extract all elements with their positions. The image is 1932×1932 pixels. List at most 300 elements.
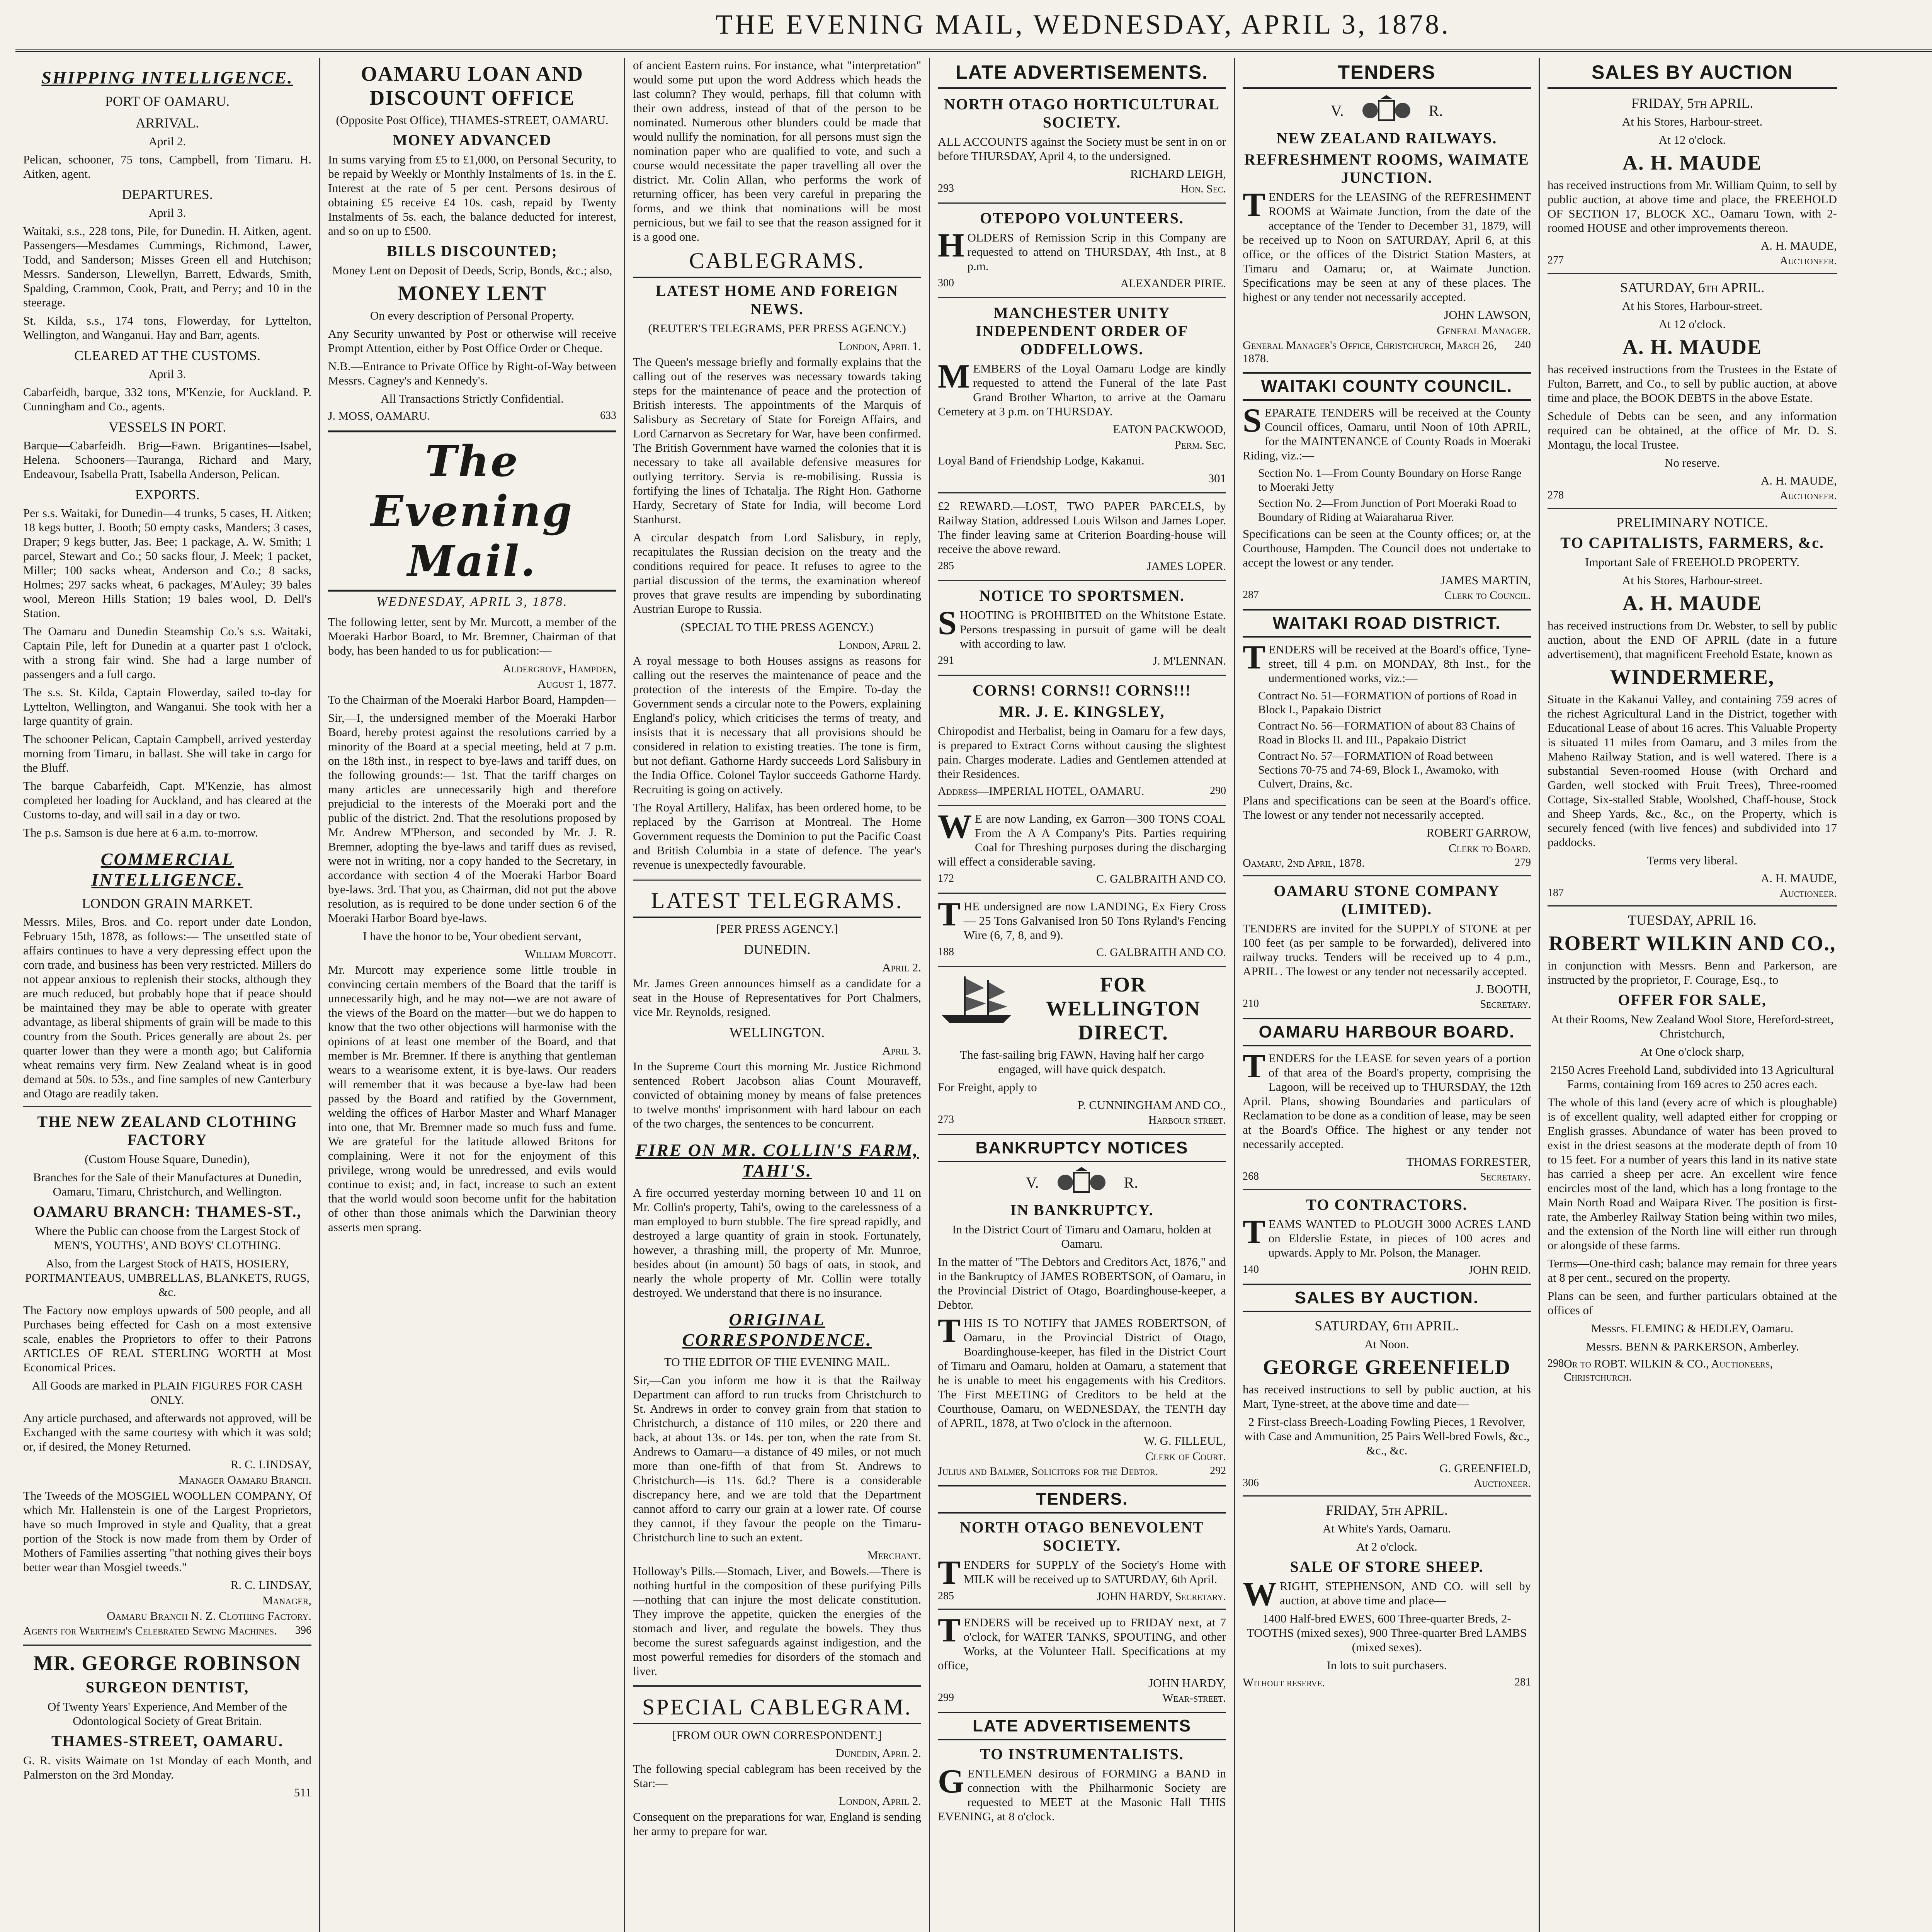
road-footer xyxy=(1243,857,1531,870)
hort-text: ALL ACCOUNTS against the Society must be sent in on or before THURSDAY, April 4, to the undersigned. xyxy=(938,135,1226,163)
corns-address: Address—IMPERIAL HOTEL, OAMARU. xyxy=(938,785,1145,798)
refresh-office: General Manager's Office, Christchurch, March 26, 1878. xyxy=(1243,339,1497,365)
prelim-heading: PRELIMINARY NOTICE. xyxy=(1616,515,1768,530)
divider xyxy=(938,966,1226,967)
ad-number: 188 xyxy=(938,946,954,958)
railways-title: NEW ZEALAND RAILWAYS. xyxy=(1276,129,1497,147)
loan-ad xyxy=(328,62,616,423)
road-spec: Plans and specifications can be seen at the Board's office. The lowest or any tender not necessarily accepted. xyxy=(1243,794,1531,821)
special-cablegram-london: London, April 2. xyxy=(838,1794,921,1808)
crest xyxy=(938,1167,1226,1198)
late-ads-heading-2: LATE ADVERTISEMENTS xyxy=(938,1712,1226,1740)
sportsmen-title: NOTICE TO SPORTSMEN. xyxy=(979,587,1185,604)
road-contract-3: Contract No. 57—FORMATION of Road between Sections 70-75 and 74-69, Block I., Awamoko, with Culvert, Drains, &c. xyxy=(1258,750,1499,790)
waitaki-section-1: Section No. 1—From County Boundary on Horse Range to Moeraki Jetty xyxy=(1258,467,1522,493)
ad-number: 293 xyxy=(938,182,954,194)
divider xyxy=(938,492,1226,493)
column-shipping xyxy=(15,58,320,1932)
corns-ad xyxy=(938,681,1226,798)
sheep-reserve: Without reserve. xyxy=(1243,1676,1325,1689)
tenders-heading: TENDERS xyxy=(1243,58,1531,89)
clothing-factory: The Factory now employs upwards of 500 people, and all Purchases being effected for Cash on a most extensive scale, enables the Proprietors to offer to their Patrons ARTICLES OF REAL STERLING WORTH at Most Economical Prices. xyxy=(23,1303,311,1374)
ad-number: 292 xyxy=(1210,1465,1226,1477)
maude3-title: A. H. MAUDE xyxy=(1622,592,1762,615)
wilkin-body: The whole of this land (every acre of which is ploughable) is of excellent quality, well adapted either for cropping or English grasses. Abundance of water has been proved to exist in the driest seasons at the moderate depth of from 10 to 15 feet. For a number of years this land in its native state has carried a sheep per acre. An excellent wire fence encircles most of the land, which has a long frontage to the Main North Road and Waipara River. The position is first-rate, the Amberley Railway Station being within two miles, and the extension of the North line will either run through or alongside of these farms. xyxy=(1548,1095,1837,1252)
bankruptcy-heading: BANKRUPTCY NOTICES xyxy=(938,1134,1226,1162)
agents-text: Agents for Wertheim's Celebrated Sewing Machines. xyxy=(23,1624,277,1637)
loan-text: In sums varying from £5 to £1,000, on Personal Security, to be repaid by Weekly or Monthly Instalments of 1s. in the £. Interest at the rate of 5 per cent. Persons desirous of obtaining £5 receive £4 10s. cash, repaid by Twenty Instalments of 5s. each, the balance deducted for interest, and so on up to £500. xyxy=(328,153,616,238)
samson-note: The p.s. Samson is due here at 6 a.m. to-morrow. xyxy=(23,826,258,839)
wilkin-or: Or to ROBT. WILKIN & CO., Auctioneers, Christchurch. xyxy=(1564,1357,1773,1383)
ad-number: 240 xyxy=(1515,339,1531,351)
dunedin-heading: DUNEDIN. xyxy=(743,942,811,957)
windermere-title: WINDERMERE, xyxy=(1610,665,1775,689)
wellington-address: Harbour street. xyxy=(1148,1114,1226,1126)
landing-text: THE undersigned are now LANDING, Ex Fiery Cross— 25 Tons Galvanised Iron 50 Tons Ryland's Fencing Wire (6, 7, 8, and 9). xyxy=(938,896,1226,942)
ad-number: 268 xyxy=(1243,1170,1259,1182)
waitaki-text: SEPARATE TENDERS will be received at the County Council offices, Oamaru, until Noon of 10th APRIL, for the MAINTENANCE of County Roads in Moeraki Riding, viz.:— xyxy=(1243,402,1531,462)
nameplate: The Evening Mail. xyxy=(328,430,616,592)
vessels-text: Barque—Cabarfeidh. Brig—Fawn. Brigantines—Isabel, Helena. Schooners—Tauranga, Richard and Mary, Endeavour, Isabella Pratt, Isabella Anderson, Pelican. xyxy=(23,439,311,481)
wilkin-place: At their Rooms, New Zealand Wool Store, Hereford-street, Christchurch, xyxy=(1551,1012,1834,1040)
bankruptcy-court: In the District Court of Timaru and Oamaru, holden at Oamaru. xyxy=(952,1223,1212,1250)
otepopo-footer xyxy=(938,277,1226,290)
column-late-ads xyxy=(930,58,1235,1932)
hort-title: NORTH OTAGO HORTICULTURAL SOCIETY. xyxy=(944,95,1220,131)
divider xyxy=(938,893,1226,894)
divider xyxy=(1548,905,1837,906)
cleared-heading: CLEARED AT THE CUSTOMS. xyxy=(74,348,261,363)
correspondence-heading: ORIGINAL CORRESPONDENCE. xyxy=(682,1310,872,1350)
departures-heading: DEPARTURES. xyxy=(122,187,213,202)
refresh-title: REFRESHMENT ROOMS, WAIMATE JUNCTION. xyxy=(1244,151,1529,186)
ad-number: 187 xyxy=(1548,887,1564,899)
windermere-text: Situate in the Kakanui Valley, and containing 759 acres of the richest Agricultural Land in the District, together with Educational Lease of about 16 acres. This Valuable Property is situated 11 miles from Oamaru, and 3 miles from the Maheno Railway Station, and is well watered. There is a substantial Seven-roomed House (with Orchard and Garden, well stocked with Fruit Trees), Three-roomed Cottage, Six-stalled Stable, Woolshed, Chaff-house, Stock and Sheep Yards, &c., &c., on the Property, which is securely fenced (with live fences) and subdivided into 17 paddocks. xyxy=(1548,692,1837,849)
latest-news-heading: LATEST HOME AND FOREIGN NEWS. xyxy=(656,282,898,318)
maude-footer xyxy=(1548,254,1837,267)
fri-heading: FRIDAY, 5th APRIL. xyxy=(1631,95,1753,111)
maude3-footer xyxy=(1548,887,1837,900)
divider xyxy=(633,1685,921,1687)
ship-note: The Oamaru and Dunedin Steamship Co.'s s.s. Waitaki, Captain Pile, left for Dunedin at a quarter past 1 o'clock, with a strong fair wind. She had a large number of passengers and a full cargo. xyxy=(23,624,311,681)
mosgiel-signature: R. C. LINDSAY, xyxy=(230,1578,311,1592)
arrival-heading: ARRIVAL. xyxy=(135,115,199,131)
coal-text: WE are now Landing, ex Garron—300 TONS COAL From the A A Company's Pits. Parties requiring Coal for Threshing purposes during the discharging will effect a considerable saving. xyxy=(938,808,1226,868)
sheep-lots: In lots to suit purchasers. xyxy=(1327,1658,1447,1672)
ad-number: 278 xyxy=(1548,489,1564,501)
road-heading: WAITAKI ROAD DISTRICT. xyxy=(1243,609,1531,638)
ad-number: 396 xyxy=(295,1624,311,1636)
sat-place: At his Stores, Harbour-street. xyxy=(1622,299,1763,313)
benevolent-title: NORTH OTAGO BENEVOLENT SOCIETY. xyxy=(959,1519,1204,1554)
stone-footer xyxy=(1243,998,1531,1011)
stkilda-text: St. Kilda, s.s., 174 tons, Flowerday, for Lyttelton, Wellington, and Wanganui. Hay and Barr, agents. xyxy=(23,314,311,342)
shipping-heading: SHIPPING INTELLIGENCE. xyxy=(41,68,293,87)
ad-number: 285 xyxy=(938,1590,954,1602)
refresh-text: TENDERS for the LEASING of the REFRESHMENT ROOMS at Waimate Junction, from the date of the acceptance of the Tender to December 31, 1879, will be received up to Noon on SATURDAY, April 6, at this office, or the offices of the District Station Masters, at Timaru and Oamaru; or, at Waimate Junction. Specifications may be seen at any of these places. The highest or any tender not necessarily accepted. xyxy=(1243,186,1531,304)
cable-text-4: The Royal Artillery, Halifax, has been ordered home, to be replaced by the Garrison at Montreal. The Home Government requests the Dominion to put the Pacific Coast and British Columbia in a state of defence. The year's revenue is unexpectedly favourable. xyxy=(633,801,921,871)
clothing-also: Also, from the Largest Stock of HATS, HOSIERY, PORTMANTEAUS, UMBRELLAS, BLANKETS, RUGS, &c. xyxy=(25,1257,310,1299)
ad-number: 301 xyxy=(1208,471,1226,485)
letter-body: Sir,—I, the undersigned member of the Moeraki Harbor Board, hereby protest against the resolutions carried by a minority of the Board at a special meeting, held at 7 p.m. on the 18th inst., in respect to bye-laws and tariff dues, on the following grounds:— 1st. That the tariff charges on many articles are unnecessarily high and therefore prejudicial to the interests of the Moeraki port and the public of the district. 2nd. That the resolutions proposed by Mr. Andrew M'Pherson, and seconded by Mr. J. R. Bremner, adopting the bye-laws and tariff dues as revised, were not in writing, nor a copy handed to the Secretary, in accordance with section 4 of the Moeraki Harbor Board bye-laws. 3rd. That you, as Chairman, did not put the above resolution, as is required to be done under section 6 of the Moeraki Harbor Board bye-laws. xyxy=(328,711,616,925)
sat-noon: At Noon. xyxy=(1364,1337,1409,1351)
vessels-heading: VESSELS IN PORT. xyxy=(108,419,226,435)
departures-date: April 3. xyxy=(148,206,186,219)
benevolent-footer xyxy=(938,1590,1226,1603)
ad-number: 140 xyxy=(1243,1264,1259,1276)
crest-v: V. xyxy=(1026,1173,1039,1191)
stone-title: OAMARU STONE COMPANY (LIMITED). xyxy=(1274,882,1500,918)
manchester-text: MEMBERS of the Loyal Oamaru Lodge are kindly requested to attend the Funeral of the late Past Grand Brother Wharton, to arrive at the Oamaru Cemetery at 3 p.m. on THURSDAY. xyxy=(938,358,1226,418)
divider xyxy=(938,297,1226,298)
columns xyxy=(15,58,1932,1932)
mosgiel-text: The Tweeds of the MOSGIEL WOOLLEN COMPANY, Of which Mr. Hallenstein is one of the Largest Proprietors, have so much Improved in style and Quality, that a great portion of the Stock is now made from them by Order of Mothers of Families asserting "that nothing gives their boys better wear than Mosgiel tweeds." xyxy=(23,1489,311,1574)
harbour-text: TENDERS for the LEASE for seven years of a portion of that area of the Board's property, comprising the Lagoon, will be received up to THURSDAY, the 12th April. Plans, showing Boundaries and particulars of Reclamation to be done as a condition of lease, may be seen at the Board's Office. The highest or any tender not necessarily accepted. xyxy=(1243,1048,1531,1151)
cable-text-3: A royal message to both Houses assigns as reasons for calling out the reserves the maintenance of peace and the protection of the interests of the Empire. To-day the Government sends a circular note to the Powers, explaining England's policy, which criticises the terms of treaty, and insists that it is necessary that all provisions should be considered in relation to existing treaties. The tone is firm, but not defiant. Gathorne Hardy succeeds Lord Salisbury in the India Office. Colonel Taylor succeeds Gathorne Hardy. Recruiting is going on actively. xyxy=(633,654,921,796)
ship-icon xyxy=(938,973,1015,1029)
waitaki-role: Clerk to Council. xyxy=(1444,589,1531,602)
sportsmen-text: SHOOTING is PROHIBITED on the Whitstone Estate. Persons trespassing in pursuit of game will be dealt with according to law. xyxy=(938,604,1226,650)
benevolent-signature: JOHN HARDY, Secretary. xyxy=(1097,1590,1226,1603)
greenfield-title: GEORGE GREENFIELD xyxy=(1263,1355,1511,1379)
london-date-2: London, April 2. xyxy=(838,638,921,651)
maude-signature: A. H. MAUDE, xyxy=(1760,239,1837,252)
ad-number: 277 xyxy=(1548,254,1564,266)
water-text: TENDERS will be received up to FRIDAY next, at 7 o'clock, for WATER TANKS, SPOUTING, and other Works, at the Volunteer Hall. Specifications at my office, xyxy=(938,1612,1226,1672)
reward-text: £2 REWARD.—LOST, TWO PAPER PARCELS, by Railway Station, addressed Louis Wilson and James Loper. The finder leaving same at Criterion Boarding-house will receive the above reward. xyxy=(938,499,1226,556)
mosgiel-signature-role: Manager, xyxy=(262,1594,311,1607)
fri-place: At White's Yards, Oamaru. xyxy=(1322,1522,1451,1535)
fire-text: A fire occurred yesterday morning between 10 and 11 on Mr. Collin's property, Tahi's, owing to the carelessness of a man employed to burn stubble. The fire spread rapidly, and destroyed a large quantity of grain in stook. Fortunately, however, a thrashing mill, the property of Mr. Munroe, besides about (in amount) 50 bags of oats, in stook, and nearly the whole property of Mr. Collin were totally destroyed. We understand that there is no insurance. xyxy=(633,1186,921,1299)
robinson-title: MR. GEORGE ROBINSON xyxy=(33,1651,301,1675)
correspondence-text: Sir,—Can you inform me how it is that the Railway Department can afford to run trucks from Christchurch to St. Andrews in order to convey grain from that station to Christchurch, a distance of 110 miles, or 220 there and back, at about 13s. or 14s. per ton, when the rate from St. Andrews to Oamaru—a distance of 49 miles, or not much more than one-fifth of that from St. Andrews to Christchurch—is 11s. 6d.? There is a considerable discrepancy here, and we are told that the Department cannot afford to carry our grain at a lower rate. Of course they cannot, if they favour the people on the Timaru-Christchurch line to such an extent. xyxy=(633,1373,921,1544)
robinson-note: G. R. visits Waimate on 1st Monday of each Month, and Palmerston on the 3rd Monday. xyxy=(23,1753,311,1781)
lent-note: Any Security unwanted by Post or otherwise will receive Prompt Attention, either by Post Office Order or Cheque. xyxy=(328,327,616,355)
cabar-note: The barque Cabarfeidh, Capt. M'Kenzie, has almost completed her loading for Auckland, and has cleared at the Customs to-day, and will sail in a day or two. xyxy=(23,779,311,821)
wilkin-offer: OFFER FOR SALE, xyxy=(1618,991,1767,1009)
late-ads-heading: LATE ADVERTISEMENTS. xyxy=(938,58,1226,89)
dateline: WEDNESDAY, APRIL 3, 1878. xyxy=(376,595,568,609)
road-contract-2: Contract No. 56—FORMATION of about 83 Chains of Road in Blocks II. and III., Papakaio District xyxy=(1258,719,1515,746)
special-agency-line: (SPECIAL TO THE PRESS AGENCY.) xyxy=(680,620,874,634)
bankruptcy-footer xyxy=(938,1465,1226,1478)
bills-heading: BILLS DISCOUNTED; xyxy=(387,242,558,260)
maude3-signature: A. H. MAUDE, xyxy=(1760,871,1837,885)
road-date: Oamaru, 2nd April, 1878. xyxy=(1243,857,1365,869)
refresh-footer xyxy=(1243,339,1531,365)
robinson-sub: SURGEON DENTIST, xyxy=(85,1679,249,1696)
manchester-role: Perm. Sec. xyxy=(1174,438,1226,451)
bankruptcy-signature: W. G. FILLEUL, xyxy=(1143,1434,1226,1447)
sat-time: At 12 o'clock. xyxy=(1658,317,1726,331)
manchester-signature: EATON PACKWOOD, xyxy=(1113,422,1226,436)
bankruptcy-text: In the matter of "The Debtors and Creditors Act, 1876," and in the Bankruptcy of JAMES ROBERTSON, of Oamaru, in the Provincial District of Otago, Boardinghouse-keeper, a Debtor. xyxy=(938,1255,1226,1311)
sportsmen-footer xyxy=(938,655,1226,668)
bankruptcy-title: IN BANKRUPTCY. xyxy=(1010,1201,1154,1219)
bankruptcy-solicitors: Julius and Balmer, Solicitors for the Debtor. xyxy=(938,1465,1158,1478)
confidential-note: All Transactions Strictly Confidential. xyxy=(381,392,564,405)
clothing-where: Where the Public can choose from the Largest Stock of MEN'S, YOUTHS', AND BOYS' CLOTHING. xyxy=(35,1224,300,1252)
reuter-line: (REUTER'S TELEGRAMS, PER PRESS AGENCY.) xyxy=(648,321,906,335)
harbour-heading: OAMARU HARBOUR BOARD. xyxy=(1243,1018,1531,1046)
divider xyxy=(1548,273,1837,274)
stkilda-note: The s.s. St. Kilda, Captain Flowerday, sailed to-day for Lyttelton, Wellington, and Wanganui. She took with her a large quantity of grain. xyxy=(23,685,311,728)
maude-text: has received instructions from Mr. William Quinn, to sell by public auction, at above time and place, the FREEHOLD OF SECTION 17, BLOCK XC., Oamaru Town, with 2-roomed HOUSE and other improvements thereon. xyxy=(1548,178,1837,235)
royal-arms-icon xyxy=(1054,1167,1109,1198)
maude-role: Auctioneer. xyxy=(1779,254,1837,267)
maude3-text: has received instructions from Dr. Webster, to sell by public auction, about the END OF APRIL (date in a future advertisement), that magnificent Freehold Estate, known as xyxy=(1548,619,1837,661)
corns-text: Chiropodist and Herbalist, being in Oamaru for a few days, is prepared to Extract Corns without causing the slightest pain. Charges moderate. Ladies and Gentlemen attended at their Residences. xyxy=(938,724,1226,781)
wilkin-footer xyxy=(1548,1357,1837,1384)
contractors-title: TO CONTRACTORS. xyxy=(1306,1196,1468,1213)
sat-heading: SATURDAY, 6th APRIL. xyxy=(1315,1318,1459,1333)
special-cablegram-date: Dunedin, April 2. xyxy=(835,1746,921,1760)
ad-number: 279 xyxy=(1515,857,1531,869)
robinson-text: Of Twenty Years' Experience, And Member of the Odontological Society of Great Britain. xyxy=(47,1700,287,1728)
contractors-signature: JOHN REID. xyxy=(1468,1264,1531,1276)
ad-number: 210 xyxy=(1243,998,1259,1010)
water-address: Wear-street. xyxy=(1162,1692,1226,1704)
instrumental-title: TO INSTRUMENTALISTS. xyxy=(980,1745,1184,1763)
ad-number: 299 xyxy=(938,1692,954,1704)
instrumental-text: GENTLEMEN desirous of FORMING a BAND in connection with the Philharmonic Society are requested to MEET at the Masonic Hall THIS EVENING, at 8 o'clock. xyxy=(938,1763,1226,1823)
letter-place: Aldergrove, Hampden, xyxy=(502,662,616,675)
hort-footer xyxy=(938,182,1226,196)
fri-time: At 12 o'clock. xyxy=(1658,133,1726,146)
manchester-lodge: Loyal Band of Friendship Lodge, Kakanui. xyxy=(938,454,1145,467)
clothing-signature: R. C. LINDSAY, xyxy=(230,1458,311,1471)
royal-arms-icon xyxy=(1359,95,1413,126)
cable-text-2: A circular despatch from Lord Salisbury, in reply, recapitulates the Russian decision on the treaty and the conditions required for peace. It refuses to agree to the partial discussion of the terms, the examination whereof proves that grave results are impending by subordinating Austrian Europe to Russia. xyxy=(633,531,921,616)
holloway-text: Holloway's Pills.—Stomach, Liver, and Bowels.—There is nothing hurtful in the composition of these purifying Pills—nothing that can injure the most delicate constitution. They improve the appetite, quicken the energies of the stomach and liver, and regulate the bowels. They thus become the surest safeguards against indigestion, and the most powerful remedies for disorders of the stomach and liver. xyxy=(633,1564,921,1678)
lead-text: The following letter, sent by Mr. Murcott, a member of the Moeraki Harbor Board, to Mr. Bremner, Chairman of that body, has been handed to us for publication:— xyxy=(328,615,616,657)
greenfield-items: 2 First-class Breech-Loading Fowling Pieces, 1 Revolver, with Case and Ammunition, 25 Pairs Well-bred Fowls, &c., &c., &c. xyxy=(1244,1415,1530,1457)
grain-text: Messrs. Miles, Bros. and Co. report under date London, February 15th, 1878, as follows:— The unsettled state of affairs continues to have a very depressing effect upon the corn trade, and business has been very restricted. Millers do not appear anxious to replenish their stocks, although they are much reduced, but probably hope that if peace should be maintained they may be able to operate with greater advantage, as liberal shipments of grain will be made to this country from the South. Prices generally are about 2s. per quarter lower than they were a month ago; but California wheat remains very firm. New Zealand wheat is in good demand at 50s. to 53s., and fine samples of new Canterbury and Otago are readily taken. xyxy=(23,915,311,1100)
wilkin-acres: 2150 Acres Freehold Land, subdivided into 13 Agricultural Farms, containing from 169 acres to 250 acres each. xyxy=(1550,1063,1834,1091)
coal-footer xyxy=(938,872,1226,886)
dunedin-date: April 2. xyxy=(882,961,921,974)
greenfield-signature: G. GREENFIELD, xyxy=(1439,1461,1531,1475)
ad-number: 290 xyxy=(1210,785,1226,797)
waitaki-heading: WAITAKI COUNTY COUNCIL. xyxy=(1243,372,1531,401)
correspondence-signature: Merchant. xyxy=(867,1548,921,1562)
waitaki-spec: Specifications can be seen at the County offices; or, at the Courthouse, Hampden. The Council does not undertake to accept the lowest or any tender. xyxy=(1243,527,1531,569)
divider xyxy=(23,1645,311,1646)
divider xyxy=(1243,1495,1531,1497)
contractors-footer xyxy=(1243,1264,1531,1277)
special-cablegram-heading: SPECIAL CABLEGRAM. xyxy=(633,1694,921,1724)
continued-text: of ancient Eastern ruins. For instance, what "interpretation" would some put upon the word Address which heads the last column? They would, perhaps, fill that column with their own address, instead of that of the person to be nominated. Numerous other blunders could be made that would nullify the nomination, for all persons must sign the nomination paper who are qualified to vote, and such a course would necessitate the paper travelling all over the district. Mr. Colin Allan, who performs the work of returning officer, has been very careful in preparing the forms, and we think that nominations will be most pernicious, but we fail to see that the reason assigned for it is a good one. xyxy=(633,58,921,243)
corns-heading: CORNS! CORNS!! CORNS!!! xyxy=(973,682,1191,699)
agents-line xyxy=(23,1624,311,1638)
windermere-terms: Terms very liberal. xyxy=(1647,854,1738,867)
telegrams-sub: [PER PRESS AGENCY.] xyxy=(716,922,838,935)
maude3-role: Auctioneer. xyxy=(1779,887,1837,900)
maude2-signature: A. H. MAUDE, xyxy=(1760,474,1837,487)
clothing-return: Any article purchased, and afterwards not approved, will be Exchanged with the same courtesy with which it was sold; or, if desired, the Money Returned. xyxy=(23,1411,311,1453)
wellington-footer xyxy=(938,1114,1226,1127)
ad-number: 633 xyxy=(600,410,616,422)
column-editorial xyxy=(320,58,625,1932)
maude2-schedule: Schedule of Debts can be seen, and any information required can be obtained, at the office of Mr. D. S. Montagu, the local Trustee. xyxy=(1548,409,1837,451)
ad-number: 273 xyxy=(938,1114,954,1126)
clothing-signature-role: Manager Oamaru Branch. xyxy=(178,1473,311,1486)
hort-signature: RICHARD LEIGH, xyxy=(1130,167,1226,180)
entrance-note: N.B.—Entrance to Private Office by Right-of-Way between Messrs. Cagney's and Kennedy's. xyxy=(328,359,616,387)
wilkin-firm-1: Messrs. FLEMING & HEDLEY, Oamaru. xyxy=(1591,1321,1794,1335)
manchester-title: MANCHESTER UNITY INDEPENDENT ORDER OF ODDFELLOWS. xyxy=(975,304,1189,358)
crest xyxy=(1243,95,1531,126)
lent-heading: MONEY LENT xyxy=(398,282,547,305)
wilkin-text: in conjunction with Messrs. Benn and Parkerson, are instructed by the proprietor, F. Courage, Esq., to xyxy=(1548,959,1837,986)
stone-signature: J. BOOTH, xyxy=(1476,982,1531,996)
sheep-text: WRIGHT, STEPHENSON, AND CO. will sell by auction, at above time and place— xyxy=(1243,1575,1531,1613)
water-signature: JOHN HARDY, xyxy=(1148,1676,1226,1690)
telegrams-heading: LATEST TELEGRAMS. xyxy=(633,888,921,918)
road-contract-1: Contract No. 51—FORMATION of portions of Road in Block I., Papakaio District xyxy=(1258,689,1517,716)
loan-sub: (Opposite Post Office), THAMES-STREET, OAMARU. xyxy=(336,113,609,127)
ad-number: 285 xyxy=(938,560,954,572)
wellington-signature: P. CUNNINGHAM AND CO., xyxy=(1077,1098,1226,1112)
ad-number: 281 xyxy=(1515,1676,1531,1688)
departures-text: Waitaki, s.s., 228 tons, Pile, for Dunedin. H. Aitken, agent. Passengers—Mesdames Cummings, Richmond, Lawer, Todd, and Sanderson; Misses Green ell and Hutchison; Messrs. Sanderson, Llewellyn, Barrett, Edwards, Smith, Spalding, Crammon, Cook, Pratt, and Perry; and 10 in the steerage. xyxy=(23,224,311,309)
divider xyxy=(1548,508,1837,509)
reward-footer xyxy=(938,560,1226,573)
letter-signature: William Murcott. xyxy=(524,947,616,961)
fri-time: At 2 o'clock. xyxy=(1356,1540,1417,1553)
letter-address: To the Chairman of the Moeraki Harbor Board, Hampden— xyxy=(328,693,616,706)
landing-footer xyxy=(938,946,1226,959)
loan-heading: MONEY ADVANCED xyxy=(393,131,552,149)
horticultural-ad xyxy=(938,95,1226,196)
pelican-note: The schooner Pelican, Captain Campbell, arrived yesterday morning from Timaru, in ballast. She will take in cargo for the Bluff. xyxy=(23,732,311,774)
divider xyxy=(938,805,1226,806)
divider xyxy=(633,879,921,881)
special-cablegram-text: The following special cablegram has been received by the Star:— xyxy=(633,1762,921,1790)
divider xyxy=(938,202,1226,204)
commercial-heading: COMMERCIAL INTELLIGENCE. xyxy=(91,849,243,889)
exports-text: Per s.s. Waitaki, for Dunedin—4 trunks, 5 cases, H. Aitken; 18 kegs butter, J. Booth; 50 empty casks, Manders; 3 cases, Draper; 9 kegs butter, Jas. Bee; 1 package, A. W. Smith; 1 parcel, Stewart and Co.; 50 sacks flour, J. Meek; 1 packet, Miller; 100 sacks wheat, Anderson and Co.; 8 sacks, Holmes; 297 sacks wheat, 6 packages, M'Auley; 39 bales wool, Mereon Hills Station; 19 bales wool, D. Dell's Station. xyxy=(23,506,311,620)
special-cablegram-body: Consequent on the preparations for war, England is sending her army to prepare for war. xyxy=(633,1810,921,1838)
maude2-title: A. H. MAUDE xyxy=(1622,335,1762,359)
freehold-heading: Important Sale of FREEHOLD PROPERTY. xyxy=(1585,555,1799,569)
water-footer xyxy=(938,1692,1226,1705)
reward-signature: JAMES LOPER. xyxy=(1146,560,1226,573)
ad-number: 287 xyxy=(1243,589,1259,601)
maude2-reserve: No reserve. xyxy=(1665,456,1720,469)
capitalists-heading: TO CAPITALISTS, FARMERS, &c. xyxy=(1560,534,1824,551)
clothing-ad xyxy=(23,1112,311,1638)
sheep-footer xyxy=(1243,1676,1531,1689)
crest-r: R. xyxy=(1124,1173,1138,1191)
cable-text: The Queen's message briefly and formally explains that the calling out of the reserves was necessary towards taking steps for the maintenance of peace and the protection of British interests. The appointments of the Marquis of Salisbury as Secretary of State for Foreign Affairs, and Lord Carnarvon as Secretary for War, have been confirmed. The British Government have warned the colonies that it is necessary to take all available defensive measures for outlying territory. Servia is re-mobilising. Russia is fortifying the lines of Tchatalja. The Right Hon. Gathorne Hardy, Secretary of State for India, will become Lord Stanhurst. xyxy=(633,355,921,526)
road-role: Clerk to Board. xyxy=(1448,841,1531,855)
otepopo-title: OTEPOPO VOLUNTEERS. xyxy=(980,209,1184,227)
refresh-signature: JOHN LAWSON, xyxy=(1444,308,1531,321)
fri-place: At his Stores, Harbour-street. xyxy=(1622,115,1763,128)
divider xyxy=(23,1106,311,1107)
robinson-address: THAMES-STREET, OAMARU. xyxy=(51,1732,283,1750)
otepopo-text: HOLDERS of Remission Scrip in this Company are requested to attend on THURSDAY, 4th Inst., at 8 p.m. xyxy=(938,227,1226,273)
cleared-text: Cabarfeidh, barque, 332 tons, M'Kenzie, for Auckland. P. Cunningham and Co., agents. xyxy=(23,385,311,413)
lent-text: On every description of Personal Property. xyxy=(370,309,575,322)
otepopo-ad xyxy=(938,209,1226,290)
wilkin-firm-2: Messrs. BENN & PARKERSON, Amberley. xyxy=(1585,1340,1799,1353)
wellington-freight: For Freight, apply to xyxy=(938,1080,1037,1094)
harbour-footer xyxy=(1243,1170,1531,1184)
divider xyxy=(1243,1189,1531,1190)
contractors-text: TEAMS WANTED to PLOUGH 3000 ACRES LAND on Elderslie Estate, in pieces of 100 acres and upwards. Apply to Mr. Polson, the Manager. xyxy=(1243,1213,1531,1259)
benevolent-text: TENDERS for SUPPLY of the Society's Home with MILK will be received up to SATURDAY, 6th April. xyxy=(938,1554,1226,1592)
sportsmen-ad xyxy=(938,587,1226,668)
coal-ad xyxy=(938,808,1226,886)
wilkin-time: At One o'clock sharp, xyxy=(1640,1045,1744,1058)
clothing-branch: OAMARU BRANCH: THAMES-ST., xyxy=(33,1203,302,1220)
corns-title: MR. J. E. KINGSLEY, xyxy=(999,703,1165,720)
hort-role: Hon. Sec. xyxy=(1180,182,1226,195)
exports-heading: EXPORTS. xyxy=(135,487,200,502)
sheep-items: 1400 Half-bred EWES, 600 Three-quarter Breds, 2-TOOTHS (mixed sexes), 900 Three-quarter Bred LAMBS (mixed sexes). xyxy=(1247,1612,1527,1654)
waitaki-signature: JAMES MARTIN, xyxy=(1440,573,1531,587)
loan-signature-row xyxy=(328,410,616,423)
wellington-text: In the Supreme Court this morning Mr. Justice Richmond sentenced Robert Jacobson alias Count Mouraveff, convicted of obtaining money by means of false pretences to twelve months' imprisonment with hard labour on each of the two charges, the sentences to be concurrent. xyxy=(633,1060,921,1130)
clothing-text: Branches for the Sale of their Manufactures at Dunedin, Oamaru, Timaru, Christchurch, and Wellington. xyxy=(33,1170,302,1198)
waitaki-section-2: Section No. 2—From Junction of Port Moeraki Road to Boundary of Riding at Waiaraharua River. xyxy=(1258,497,1517,524)
masthead xyxy=(15,3,1932,52)
mosgiel-signature-branch: Oamaru Branch N. Z. Clothing Factory. xyxy=(107,1609,311,1622)
wellington-text: The fast-sailing brig FAWN, Having half her cargo engaged, will have quick despatch. xyxy=(960,1048,1204,1076)
loan-signature: J. MOSS, OAMARU. xyxy=(328,410,430,422)
tue-heading: TUESDAY, APRIL 16. xyxy=(1628,912,1757,928)
arrival-date: April 2. xyxy=(148,134,186,148)
divider xyxy=(938,675,1226,676)
ad-number: 300 xyxy=(938,277,954,289)
divider xyxy=(1243,875,1531,876)
wilkin-title: ROBERT WILKIN AND CO., xyxy=(1548,932,1836,955)
manchester-ad xyxy=(938,304,1226,485)
editorial-body: Mr. Murcott may experience some little trouble in convincing certain members of the Board that the tariff is unnecessarily high, and he may not—we are not aware of the views of the Board on the matter—but we do happen to know that the two other objections will harmonise with the opinions of at least one member of the Board, and that member is Mr. Bremner. If there is anything that gentleman wears to a wearisome extent, it is bye-laws. Our readers will remember that it was because a bye-law had been passed by the Board and ratified by the Government, welding the offices of Harbor Master and Wharf Manager into one, that Mr. Bremner made so much fuss and fume. We are grateful for the latitude allowed Britons for complaining. Were it not for the enjoyment of this privilege, wrong would be unredressed, and evils would continue to exist; and, in fact, increase to such an extent that the world would soon become unfit for the habitation of other than those animals which the Darwinian theory asserts men sprang. xyxy=(328,963,616,1234)
divider xyxy=(938,1609,1226,1610)
ad-number: 306 xyxy=(1243,1477,1259,1489)
road-text: TENDERS will be received at the Board's office, Tyne-street, till 4 p.m. on MONDAY, 8th Inst., for the undermentioned works, viz.:— xyxy=(1243,639,1531,685)
cleared-date: April 3. xyxy=(148,367,186,381)
bankruptcy-notify: THIS IS TO NOTIFY that JAMES ROBERTSON, of Oamaru, in the Provincial District of Otago, Boardinghouse-keeper, has filed in the District Court of Timaru and Oamaru, holden at Oamaru, a statement that he is unable to meet his engagements with his Creditors. The First MEETING of Creditors to be held at the Courthouse, Oamaru, on WEDNESDAY, the TENTH day of APRIL, 1878, at Two o'clock in the afternoon. xyxy=(938,1312,1226,1430)
landing-ad xyxy=(938,896,1226,959)
greenfield-footer xyxy=(1243,1477,1531,1490)
harbour-role: Secretary. xyxy=(1480,1170,1531,1183)
refresh-role: General Manager. xyxy=(1437,323,1531,337)
sales-heading: SALES BY AUCTION. xyxy=(1243,1284,1531,1312)
wilkin-plans: Plans can be seen, and further particulars obtained at the offices of xyxy=(1548,1289,1837,1317)
arrival-text: Pelican, schooner, 75 tons, Campbell, from Timaru. H. Aitken, agent. xyxy=(23,153,311,180)
maude-title: A. H. MAUDE xyxy=(1622,151,1762,174)
waitaki-footer xyxy=(1243,589,1531,602)
loan-title: OAMARU LOAN AND DISCOUNT OFFICE xyxy=(361,62,583,109)
auctions-heading: SALES BY AUCTION xyxy=(1548,58,1837,89)
special-cablegram-sub: [FROM OUR OWN CORRESPONDENT.] xyxy=(672,1728,882,1742)
wellington-ad xyxy=(938,973,1226,1127)
maude2-text: has received instructions from the Trustees in the Estate of Fulton, Barrett, and Co., to sell by public auction, at above time and place, the BOOK DEBTS in the above Estate. xyxy=(1548,362,1837,405)
maude2-footer xyxy=(1548,489,1837,502)
column-news xyxy=(625,58,930,1932)
landing-signature: C. GALBRAITH AND CO. xyxy=(1096,946,1226,959)
ship-illustration xyxy=(938,973,1015,1027)
ad-number: 291 xyxy=(938,655,954,667)
freehold-place: At his Stores, Harbour-street. xyxy=(1622,573,1763,587)
coal-signature: C. GALBRAITH AND CO. xyxy=(1096,872,1226,885)
bankruptcy-role: Clerk of Court. xyxy=(1145,1449,1226,1463)
wellington-heading: WELLINGTON. xyxy=(729,1025,825,1040)
